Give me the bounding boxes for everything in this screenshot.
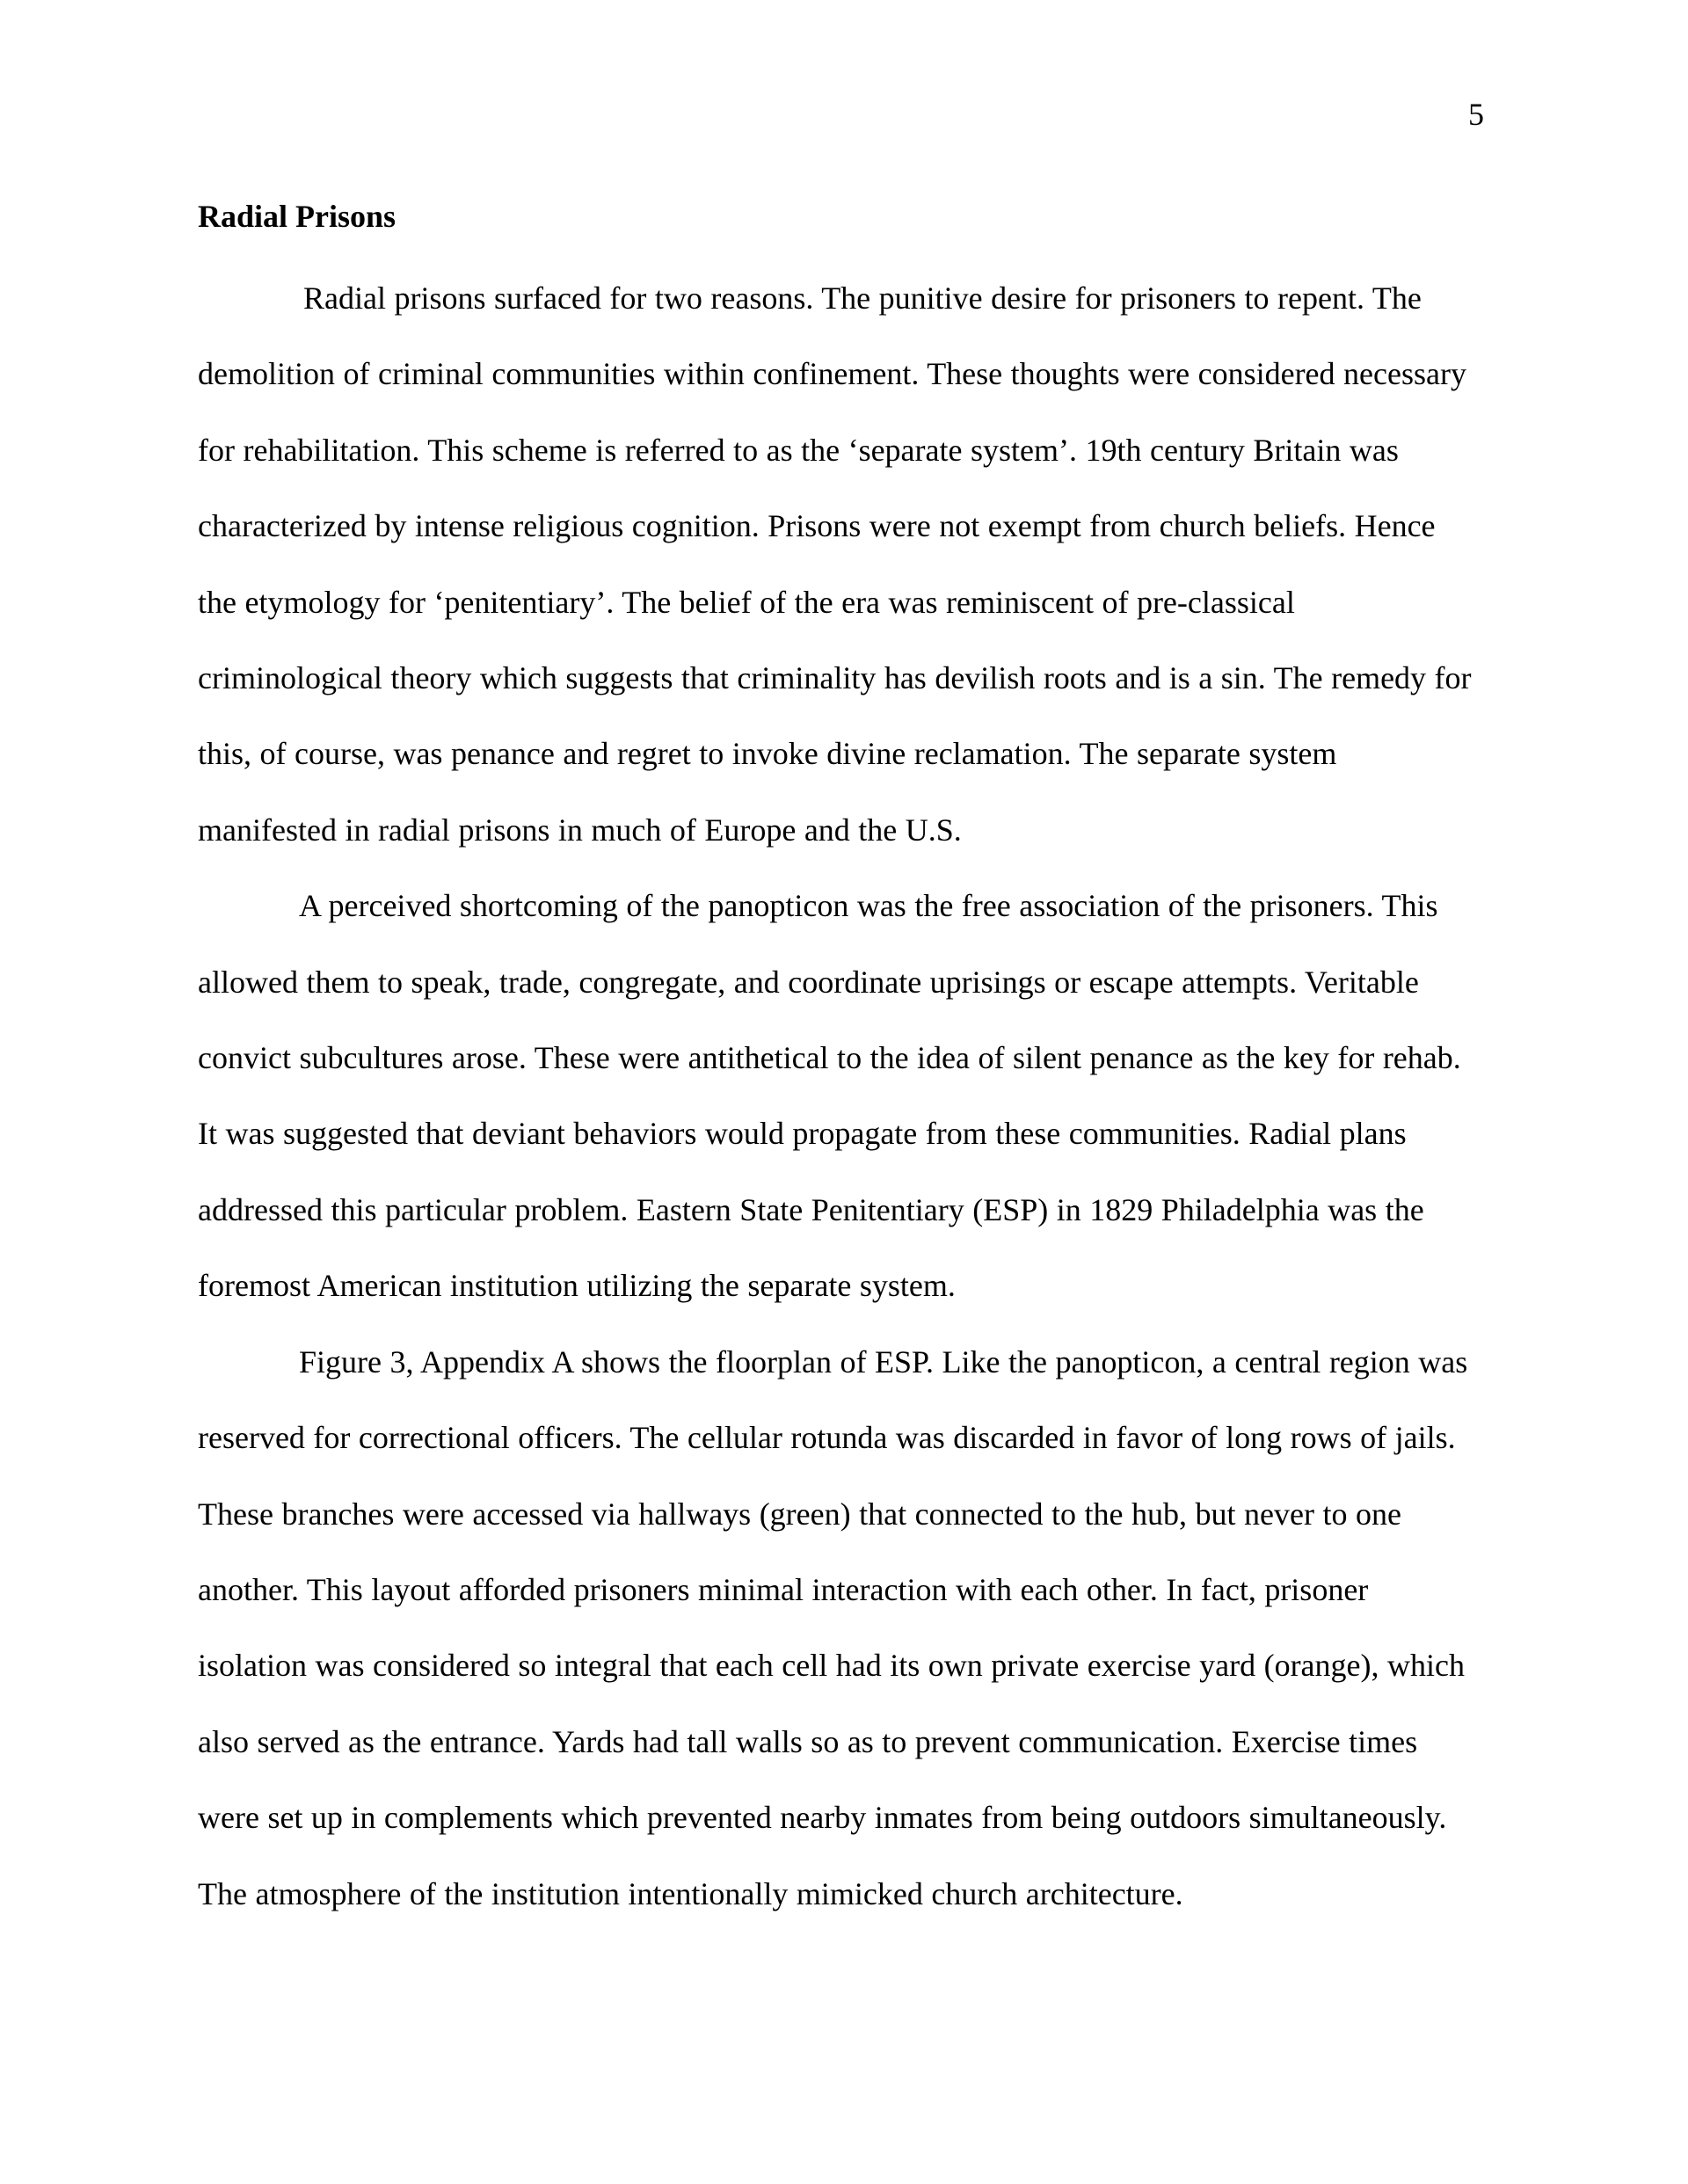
paragraph-esp-floorplan: Figure 3, Appendix A shows the floorplan of ESP. Like the panopticon, a central region was reserved for correctional officers. The cellular rotunda was discarded in favor of long rows of jails. These branches were accessed via hallways (green) that connected to the hub, but never to one another. This layout afforded prisoners minimal interaction with each other. In fact, prisoner isolation was considered so integral that each cell had its own private exercise yard (orange), which also served as the entrance. Yards had tall walls so as to prevent communication. Exercise times were set up in complements which prevented nearby inmates from being outdoors simultaneously. The atmosphere of the institution intentionally mimicked church architecture. xyxy=(198,1343,1468,1911)
section-heading: Radial Prisons xyxy=(198,199,397,234)
page-number: 5 xyxy=(1468,97,1484,132)
paragraph-panopticon-shortcoming: A perceived shortcoming of the panopticon was the free association of the prisoners. This allowed them to speak, trade, congregate, and coordinate uprisings or escape attempts. Veritable convict subcultures arose. These were antithetical to the idea of silent penance as the key for rehab. It was suggested that deviant behaviors would propagate from these communities. Radial plans addressed this particular problem. Eastern State Penitentiary (ESP) in 1829 Philadelphia was the foremost American institution utilizing the separate system. xyxy=(198,888,1461,1304)
paragraph-radial-prisons-intro: Radial prisons surfaced for two reasons. The punitive desire for prisoners to repent. The demolition of criminal communities within confinement. These thoughts were considered necessary for rehabilitation. This scheme is referred to as the ‘separate system’. 19th century Britain was characterized by intense religious cognition. Prisons were not exempt from church beliefs. Hence the etymology for ‘penitentiary’. The belief of the era was reminiscent of pre-classical criminological theory which suggests that criminality has devilish roots and is a sin. The remedy for this, of course, was penance and regret to invoke divine reclamation. The separate system manifested in radial prisons in much of Europe and the U.S. xyxy=(198,280,1472,848)
body-text xyxy=(198,260,1481,1932)
